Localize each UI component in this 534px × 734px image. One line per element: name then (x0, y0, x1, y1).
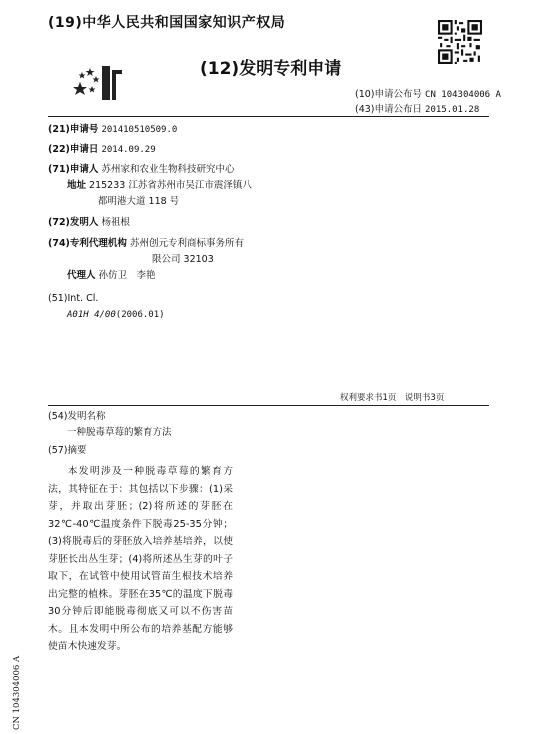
address-line-2: 都明港大道 118 号 (98, 196, 180, 207)
invention-title-label: (54)发明名称 (48, 411, 106, 422)
agent-row (67, 269, 156, 283)
inventor-name: 杨祖根 (101, 217, 130, 228)
application-number-label: (21)申请号 (48, 124, 99, 135)
publication-date: 2015.01.28 (425, 105, 480, 115)
agent-names: 孙仿卫 李艳 (98, 270, 156, 281)
application-date: 2014.09.29 (101, 145, 156, 155)
application-date-label: (22)申请日 (48, 144, 99, 155)
inventor-label: (72)发明人 (48, 217, 99, 228)
application-date-row (48, 143, 156, 157)
agency-row (48, 237, 244, 251)
biblio-divider (48, 405, 489, 406)
side-publication-number: CN 104304006 A (12, 655, 22, 730)
inventor-row (48, 216, 130, 230)
agency-name-line-2: 限公司 32103 (152, 254, 214, 265)
address-row (67, 179, 252, 193)
header-divider (48, 116, 489, 117)
application-number: 201410510509.0 (101, 125, 178, 135)
intcl-row (67, 308, 165, 322)
applicant-label: (71)申请人 (48, 164, 99, 175)
abstract-label: (57)摘要 (48, 445, 87, 456)
agency-label: (74)专利代理机构 (48, 238, 127, 249)
qr-code-icon (438, 20, 482, 64)
intcl-code: A01H 4/00 (67, 310, 116, 320)
publication-date-label: (43)申请公布日 (355, 104, 423, 115)
patent-office-header: (19)中华人民共和国国家知识产权局 (48, 15, 286, 31)
address-label: 地址 (67, 180, 87, 191)
application-number-row (48, 123, 177, 137)
invention-title: 一种脱毒草莓的繁育方法 (67, 427, 172, 438)
publication-date-row (355, 101, 479, 115)
applicant-row (48, 163, 234, 177)
intcl-label: (51)Int. Cl. (48, 293, 99, 304)
agent-label: 代理人 (67, 270, 96, 281)
publication-number-label: (10)申请公布号 (355, 89, 423, 100)
page-counts: 权利要求书1页 说明书3页 (340, 393, 445, 403)
publication-number: CN 104304006 A (425, 90, 501, 100)
agency-name-line-1: 苏州创元专利商标事务所有 (129, 238, 244, 249)
abstract-text: 本发明涉及一种脱毒草莓的繁育方法，其特征在于：其包括以下步骤：(1)采芽，并取出芽胚；(2)将所述的芽胚在32℃-40℃温度条件下脱毒25-35分钟；(3)将脱毒后的芽胚放入培养基培养，以使芽胚长出丛生芽；(4)将所述丛生芽的叶子取下，在试管中使用试管苗生根技术培养出完整的植株。芽胚在35℃的温度下脱毒30分钟后即能脱毒彻底又可以不伤害苗木。且本发明中所公布的培养基配方能够使苗木快速发芽。 (48, 466, 233, 652)
cnipa-emblem-icon (70, 60, 132, 104)
intcl-year: (2006.01) (115, 310, 165, 320)
document-type-title: (12)发明专利申请 (200, 59, 342, 79)
applicant-name: 苏州家和农业生物科技研究中心 (101, 164, 235, 175)
address-line-1: 215233 江苏省苏州市吴江市震泽镇八 (89, 180, 252, 191)
publication-number-row (355, 86, 501, 100)
abstract-body (48, 463, 233, 656)
